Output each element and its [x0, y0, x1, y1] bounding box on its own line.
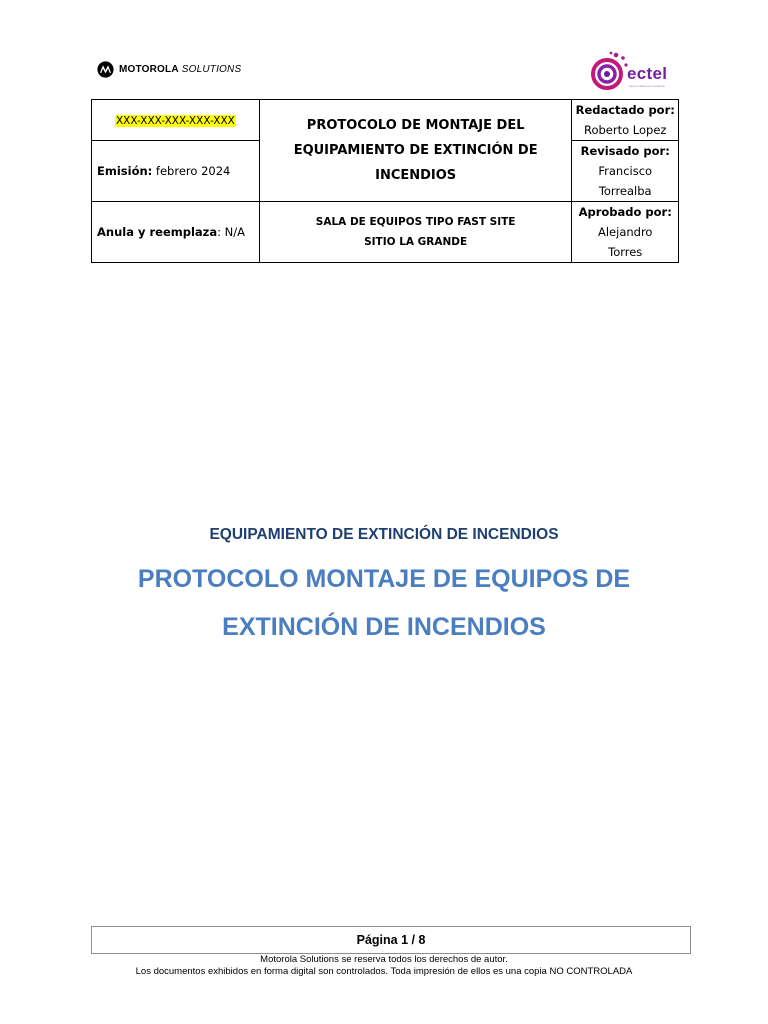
page-number: Página 1 / 8: [356, 933, 426, 947]
page-number-box: [91, 926, 691, 954]
reviewed-by-cell: [572, 141, 679, 202]
motorola-batwing-icon: [97, 61, 114, 78]
replaces-cell: [92, 202, 260, 263]
approved-by-cell: [572, 202, 679, 263]
footer-disclaimer: Los documentos exhibidos en forma digital son controlados. Toda impresión de ellos es una copia NO CONTROLADA: [135, 966, 633, 977]
site-cell: [259, 202, 572, 263]
replaces-value: : N/A: [217, 225, 245, 239]
motorola-wordmark: MOTOROLA SOLUTIONS: [119, 64, 242, 75]
reviewed-by-label: Revisado por:: [580, 144, 670, 158]
site-line-1: SALA DE EQUIPOS TIPO FAST SITE: [315, 216, 516, 228]
document-code: XXX-XXX-XXX-XXX-XXX: [115, 115, 235, 127]
section-subheading: EQUIPAMIENTO DE EXTINCIÓN DE INCENDIOS: [209, 526, 559, 543]
drafted-by-name: Roberto Lopez: [583, 123, 667, 137]
document-title-line-2: EQUIPAMIENTO DE EXTINCIÓN DE: [293, 143, 538, 158]
ectel-wordmark: ectel: [627, 64, 668, 83]
main-heading-line-2: EXTINCIÓN DE INCENDIOS: [222, 613, 546, 641]
approved-by-name-line-2: Torres: [608, 245, 643, 259]
emission-label: Emisión:: [97, 164, 153, 178]
main-heading: [0, 555, 768, 651]
document-title-cell: [259, 100, 572, 202]
drafted-by-label: Redactado por:: [575, 103, 675, 117]
footer-rights: Motorola Solutions se reserva todos los derechos de autor.: [260, 954, 508, 965]
document-header-table: [91, 99, 679, 263]
drafted-by-cell: [572, 100, 679, 141]
document-code-cell: [92, 100, 260, 141]
document-title-line-3: INCENDIOS: [375, 168, 457, 183]
ectel-logo: [591, 50, 681, 94]
main-heading-line-1: PROTOCOLO MONTAJE DE EQUIPOS DE: [137, 565, 631, 593]
ectel-tagline: rapid enablement solutions: [629, 84, 665, 88]
emission-cell: [92, 141, 260, 202]
approved-by-name-line-1: Alejandro: [597, 225, 653, 239]
ectel-swirl-icon: [591, 50, 631, 94]
site-line-2: SITIO LA GRANDE: [364, 236, 468, 248]
replaces-label: Anula y reemplaza: [97, 225, 218, 239]
document-title-line-1: PROTOCOLO DE MONTAJE DEL: [306, 118, 525, 133]
motorola-logo: [97, 61, 241, 78]
reviewed-by-name-line-2: Torrealba: [598, 184, 652, 198]
reviewed-by-name-line-1: Francisco: [598, 164, 653, 178]
emission-value: febrero 2024: [155, 164, 231, 178]
approved-by-label: Aprobado por:: [578, 205, 672, 219]
